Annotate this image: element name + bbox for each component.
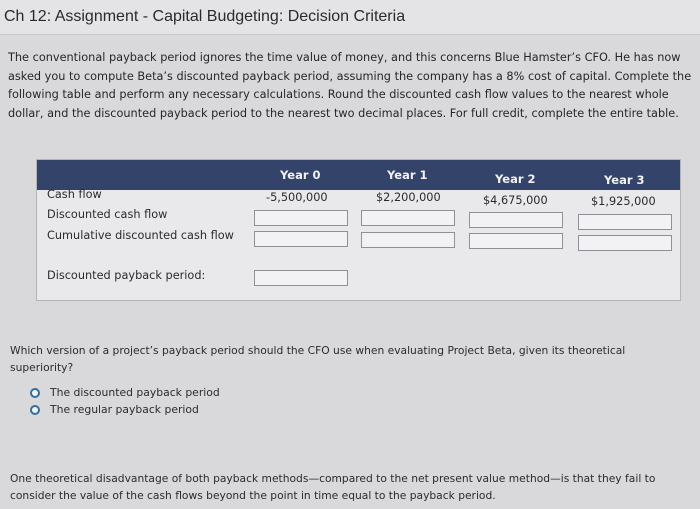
radio-icon[interactable] — [30, 405, 40, 415]
col-header-year-0: Year 0 — [280, 168, 321, 182]
option-label: The discounted payback period — [50, 386, 220, 399]
page-title: Ch 12: Assignment - Capital Budgeting: Decision Criteria — [4, 8, 406, 25]
discounted-cf-year-0-input[interactable] — [254, 210, 348, 226]
option-regular-payback[interactable] — [30, 403, 199, 416]
row-label-cash-flow: Cash flow — [47, 188, 102, 201]
row-label-cumulative-cash-flow: Cumulative discounted cash flow — [47, 229, 234, 242]
cumulative-cf-year-0-input[interactable] — [254, 231, 348, 247]
col-header-year-2: Year 2 — [495, 172, 536, 186]
discounted-cf-year-1-input[interactable] — [361, 210, 455, 226]
cumulative-cf-year-3-input[interactable] — [578, 235, 672, 251]
cash-flow-year-1: $2,200,000 — [376, 191, 441, 204]
payback-table — [36, 159, 681, 301]
option-discounted-payback[interactable] — [30, 386, 220, 399]
discounted-cf-year-2-input[interactable] — [469, 212, 563, 228]
cash-flow-year-0: -5,500,000 — [266, 191, 328, 204]
discounted-cf-year-3-input[interactable] — [578, 214, 672, 230]
title-bar — [0, 0, 700, 35]
cash-flow-year-2: $4,675,000 — [483, 194, 548, 207]
cumulative-cf-year-2-input[interactable] — [469, 233, 563, 249]
question-text: Which version of a project’s payback period should the CFO use when evaluating Project Beta, given its theoretical superiority? — [10, 344, 626, 374]
cumulative-cf-year-1-input[interactable] — [361, 232, 455, 248]
intro-paragraph: The conventional payback period ignores the time value of money, and this concerns Blue Hamster’s CFO. He has now asked you to compute Beta’s discounted payback period, assuming the company has a 8% cost of capital. Complete the following table and perform any necessary calculations. Round the discounted cash flow values to the nearest whole dollar, and the discounted payback period to the nearest two decimal places. For full credit, complete the entire table. — [8, 51, 692, 120]
payback-period-input[interactable] — [254, 270, 348, 286]
radio-icon[interactable] — [30, 388, 40, 398]
option-label: The regular payback period — [50, 403, 199, 416]
row-label-payback-period: Discounted payback period: — [47, 269, 206, 282]
cash-flow-year-3: $1,925,000 — [591, 195, 656, 208]
bottom-paragraph: One theoretical disadvantage of both payback methods—compared to the net present value method—is that they fail to consider the value of the cash flows beyond the point in time equal to the payback period. — [10, 472, 656, 502]
col-header-year-3: Year 3 — [604, 173, 645, 187]
row-label-discounted-cash-flow: Discounted cash flow — [47, 208, 168, 221]
table-header — [37, 160, 680, 190]
col-header-year-1: Year 1 — [387, 168, 428, 182]
